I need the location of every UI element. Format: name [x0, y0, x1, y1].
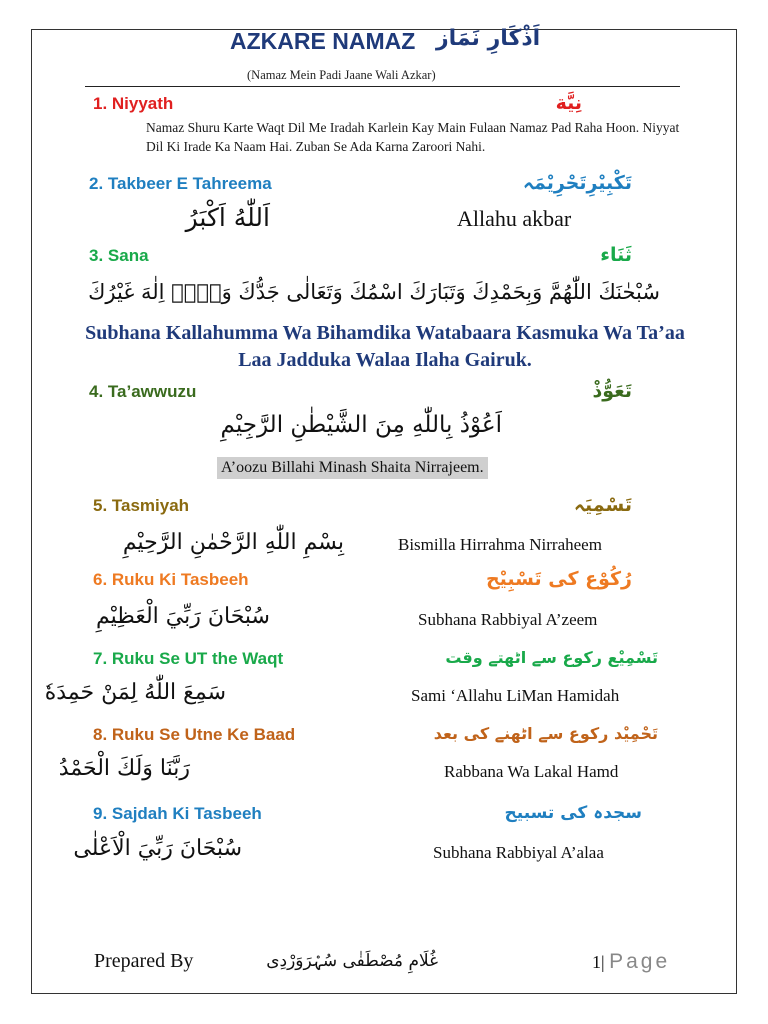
section-heading-taawwuzu-arabic: تَعَوُّذْ — [592, 380, 632, 402]
section-heading-sana-arabic: ثَنَاء — [600, 244, 632, 266]
section-heading-tasmiyah-arabic: تَسْمِیَہ — [573, 494, 632, 516]
sana-arabic-text: سُبْحٰنَكَ اللّٰهُمَّ وَبِحَمْدِكَ وَتَبَارَكَ اسْمُكَ وَتَعَالٰى جَدُّكَ وَلَاۤ اِلٰهَ غَيْرُكَ — [88, 280, 660, 304]
section-heading-taawwuzu: 4. Ta’awwuzu — [89, 382, 197, 401]
sajdah-tasbeeh-arabic-text: سُبْحَانَ رَبِّيَ الْاَعْلٰى — [73, 836, 242, 861]
section-heading-ruku-rising-arabic: تَسْمِیْع رکوع سے اٹھتے وقت — [445, 648, 658, 667]
section-heading-sajdah-tasbeeh-arabic: سجدہ کی تسبیح — [504, 803, 642, 823]
page-footer — [592, 950, 670, 974]
takbeer-arabic-text: اَللّٰهُ اَکْبَرُ — [185, 203, 270, 232]
sajdah-tasbeeh-transliteration: Subhana Rabbiyal A’alaa — [433, 843, 604, 862]
author-name-arabic: غُلَامِ مُصْطَفٰی سُہْرَوَرْدِی — [266, 951, 438, 971]
after-ruku-transliteration: Rabbana Wa Lakal Hamd — [444, 762, 619, 781]
page-title-arabic: اَذْکَارِ نَمَاز — [436, 26, 541, 51]
ruku-tasbeeh-arabic-text: سُبْحَانَ رَبِّيَ الْعَظِيْمِ — [96, 604, 270, 629]
taawwuzu-arabic-text: اَعُوْذُ بِاللّٰهِ مِنَ الشَّيْطٰنِ الرَّجِيْمِ — [220, 412, 502, 438]
page-subtitle: (Namaz Mein Padi Jaane Wali Azkar) — [247, 68, 436, 82]
section-heading-ruku-tasbeeh-arabic: رُکُوْع کی تَسْبِیْح — [485, 568, 632, 590]
section-heading-niyyath-arabic: نِیَّة — [555, 92, 582, 114]
section-heading-tasmiyah: 5. Tasmiyah — [93, 496, 190, 515]
section-heading-sana: 3. Sana — [89, 246, 149, 265]
page-number: 1 — [592, 952, 601, 972]
section-heading-takbeer: 2. Takbeer E Tahreema — [89, 174, 272, 193]
takbeer-transliteration: Allahu akbar — [457, 206, 572, 231]
header-rule — [85, 86, 680, 87]
section-heading-ruku-tasbeeh: 6. Ruku Ki Tasbeeh — [93, 570, 249, 589]
section-heading-ruku-rising: 7. Ruku Se UT the Waqt — [93, 649, 284, 668]
ruku-rising-arabic-text: سَمِعَ اللّٰهُ لِمَنْ حَمِدَهٗ — [44, 680, 226, 705]
taawwuzu-transliteration: A’oozu Billahi Minash Shaita Nirrajeem. — [217, 457, 488, 479]
after-ruku-arabic-text: رَبَّنَا وَلَكَ الْحَمْدُ — [58, 756, 190, 781]
section-heading-sajdah-tasbeeh: 9. Sajdah Ki Tasbeeh — [93, 804, 262, 823]
page-title: AZKARE NAMAZ — [230, 28, 416, 54]
section-heading-takbeer-arabic: تَکْبِیْرِتَحْرِیْمَہ — [522, 172, 632, 194]
niyyath-description: Namaz Shuru Karte Waqt Dil Me Iradah Karlein Kay Main Fulaan Namaz Pad Raha Hoon. Niyyat Dil Ki Irade Ka Naam Hai. Zuban Se Ada Karna Zaroori Nahi. — [146, 120, 680, 154]
tasmiyah-transliteration: Bismilla Hirrahma Nirraheem — [398, 535, 602, 554]
section-heading-after-ruku: 8. Ruku Se Utne Ke Baad — [93, 725, 296, 744]
sana-transliteration: Subhana Kallahumma Wa Bihamdika Watabaara Kasmuka Wa Ta’aa Laa Jadduka Walaa Ilaha Gairuk. — [85, 322, 685, 371]
page-separator: | — [601, 952, 605, 972]
ruku-tasbeeh-transliteration: Subhana Rabbiyal A’zeem — [418, 610, 598, 629]
ruku-rising-transliteration: Sami ‘Allahu LiMan Hamidah — [411, 686, 620, 705]
section-heading-after-ruku-arabic: تَحْمِیْد رکوع سے اٹھنے کی بعد — [433, 724, 658, 743]
section-heading-niyyath: 1. Niyyath — [93, 94, 174, 113]
page-label: Page — [609, 950, 671, 973]
prepared-by-label: Prepared By — [94, 950, 194, 972]
tasmiyah-arabic-text: بِسْمِ اللّٰهِ الرَّحْمٰنِ الرَّحِيْمِ — [122, 530, 344, 555]
